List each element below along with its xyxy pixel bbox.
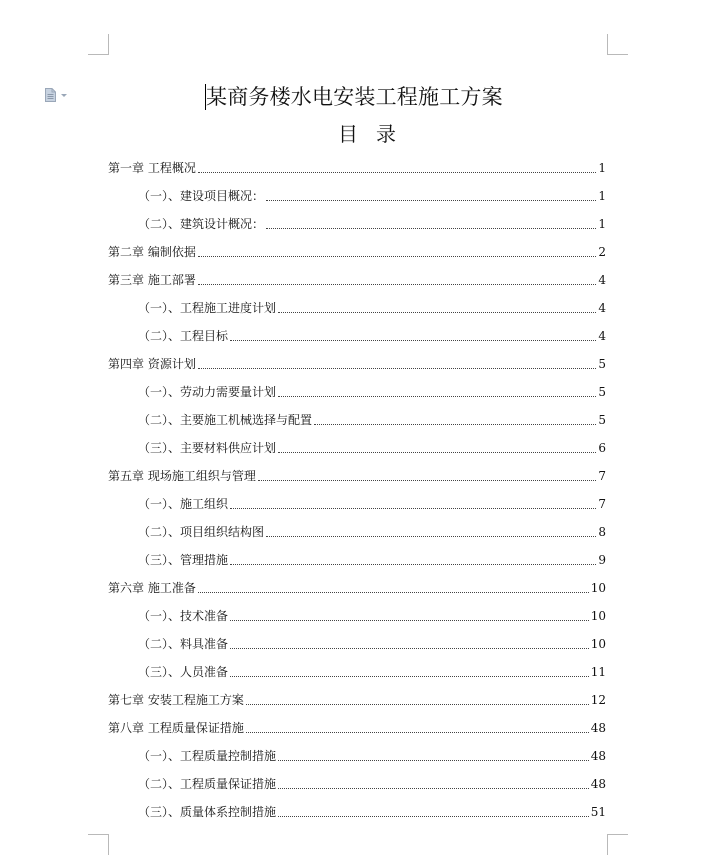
toc-entry[interactable] [108, 490, 606, 518]
toc-entry[interactable] [108, 742, 606, 770]
toc-dot-leader [198, 591, 589, 593]
toc-entry-text: （二）、项目组织结构图 [138, 525, 265, 539]
toc-dot-leader [230, 619, 589, 621]
toc-entry-text: （三）、质量体系控制措施 [138, 805, 277, 819]
toc-entry-text: 第一章 工程概况 [108, 161, 196, 175]
crop-mark-top-right [607, 34, 628, 55]
toc-entry-text: （一）、建设项目概况： [138, 189, 265, 203]
toc-page-number: 1 [598, 161, 606, 175]
toc-entry[interactable] [108, 182, 606, 210]
toc-page-number: 1 [598, 217, 606, 231]
toc-page-number: 9 [598, 553, 606, 567]
toc-entry-text: （一）、工程施工进度计划 [138, 301, 277, 315]
document-title[interactable]: 某商务楼水电安装工程施工方案 [206, 85, 503, 109]
crop-mark-bottom-right [607, 834, 628, 855]
toc-page-number: 5 [598, 357, 606, 371]
toc-page-number: 7 [598, 497, 606, 511]
toc-page-number: 5 [598, 385, 606, 399]
toc-page-number: 10 [590, 609, 606, 623]
toc-entry[interactable] [108, 378, 606, 406]
toc-dot-leader [198, 283, 597, 285]
toc-entry[interactable] [108, 406, 606, 434]
toc-entry-text: （三）、管理措施 [138, 553, 229, 567]
table-of-contents [108, 154, 606, 826]
toc-page-number: 48 [590, 721, 606, 735]
toc-page-number: 10 [590, 637, 606, 651]
toc-entry[interactable] [108, 462, 606, 490]
toc-dot-leader [230, 647, 589, 649]
toc-entry-text: （二）、工程质量保证措施 [138, 777, 277, 791]
toc-entry-text: （一）、工程质量控制措施 [138, 749, 277, 763]
toc-dot-leader [230, 675, 589, 677]
toc-entry[interactable] [108, 714, 606, 742]
toc-dot-leader [246, 703, 589, 705]
toc-page-number: 11 [590, 665, 606, 679]
toc-dot-leader [230, 339, 596, 341]
toc-entry[interactable] [108, 518, 606, 546]
toc-entry[interactable] [108, 574, 606, 602]
toc-entry[interactable] [108, 210, 606, 238]
toc-dot-leader [230, 507, 596, 509]
toc-entry-text: （二）、主要施工机械选择与配置 [138, 413, 313, 427]
toc-entry[interactable] [108, 294, 606, 322]
toc-page-number: 6 [598, 441, 606, 455]
toc-entry[interactable] [108, 238, 606, 266]
toc-entry[interactable] [108, 770, 606, 798]
toc-entry[interactable] [108, 350, 606, 378]
toc-entry-text: （一）、施工组织 [138, 497, 229, 511]
toc-page-number: 4 [598, 273, 606, 287]
toc-dot-leader [198, 255, 597, 257]
toc-entry-text: （三）、主要材料供应计划 [138, 441, 277, 455]
toc-dot-leader [266, 535, 596, 537]
toc-entry[interactable] [108, 658, 606, 686]
toc-dot-leader [266, 199, 596, 201]
toc-page-number: 4 [598, 301, 606, 315]
toc-dot-leader [198, 171, 597, 173]
toc-entry-text: 第六章 施工准备 [108, 581, 196, 595]
toc-page-number: 7 [598, 469, 606, 483]
toc-entry-text: 第七章 安装工程施工方案 [108, 693, 244, 707]
toc-entry[interactable] [108, 434, 606, 462]
toc-page-number: 48 [590, 777, 606, 791]
toc-entry[interactable] [108, 630, 606, 658]
toc-dot-leader [278, 451, 596, 453]
crop-mark-bottom-left [88, 834, 109, 855]
toc-entry[interactable] [108, 266, 606, 294]
toc-page-number: 48 [590, 749, 606, 763]
toc-entry-text: 第五章 现场施工组织与管理 [108, 469, 256, 483]
toc-entry-text: （一）、技术准备 [138, 609, 229, 623]
toc-page-number: 1 [598, 189, 606, 203]
toc-entry[interactable] [108, 686, 606, 714]
toc-entry[interactable] [108, 154, 606, 182]
toc-entry-text: 第三章 施工部署 [108, 273, 196, 287]
toc-page-number: 10 [590, 581, 606, 595]
toc-entry[interactable] [108, 798, 606, 826]
toc-page-number: 51 [590, 805, 606, 819]
toc-dot-leader [278, 395, 596, 397]
toc-page-number: 8 [598, 525, 606, 539]
toc-dot-leader [278, 787, 589, 789]
toc-dot-leader [246, 731, 589, 733]
toc-dot-leader [278, 759, 589, 761]
toc-entry-text: （一）、劳动力需要量计划 [138, 385, 277, 399]
toc-entry-text: （二）、工程目标 [138, 329, 229, 343]
toc-dot-leader [278, 311, 596, 313]
toc-page-number: 5 [598, 413, 606, 427]
toc-entry-text: （三）、人员准备 [138, 665, 229, 679]
toc-entry-text: 第二章 编制依据 [108, 245, 196, 259]
toc-entry[interactable] [108, 546, 606, 574]
toc-entry-text: （二）、料具准备 [138, 637, 229, 651]
document-icon [45, 88, 56, 102]
toc-heading: 目录 [338, 122, 414, 146]
toc-dot-leader [230, 563, 596, 565]
toc-entry-text: 第四章 资源计划 [108, 357, 196, 371]
toc-dot-leader [266, 227, 596, 229]
toc-entry-text: 第八章 工程质量保证措施 [108, 721, 244, 735]
toc-dot-leader [278, 815, 589, 817]
toc-dot-leader [258, 479, 597, 481]
toc-page-number: 12 [590, 693, 606, 707]
toc-dot-leader [198, 367, 597, 369]
dropdown-caret-icon [61, 94, 67, 97]
toc-entry[interactable] [108, 322, 606, 350]
toc-page-number: 4 [598, 329, 606, 343]
toc-entry[interactable] [108, 602, 606, 630]
toc-dot-leader [314, 423, 596, 425]
toc-entry-text: （二）、建筑设计概况： [138, 217, 265, 231]
toc-page-number: 2 [598, 245, 606, 259]
crop-mark-top-left [88, 34, 109, 55]
document-outline-button[interactable] [45, 87, 75, 103]
